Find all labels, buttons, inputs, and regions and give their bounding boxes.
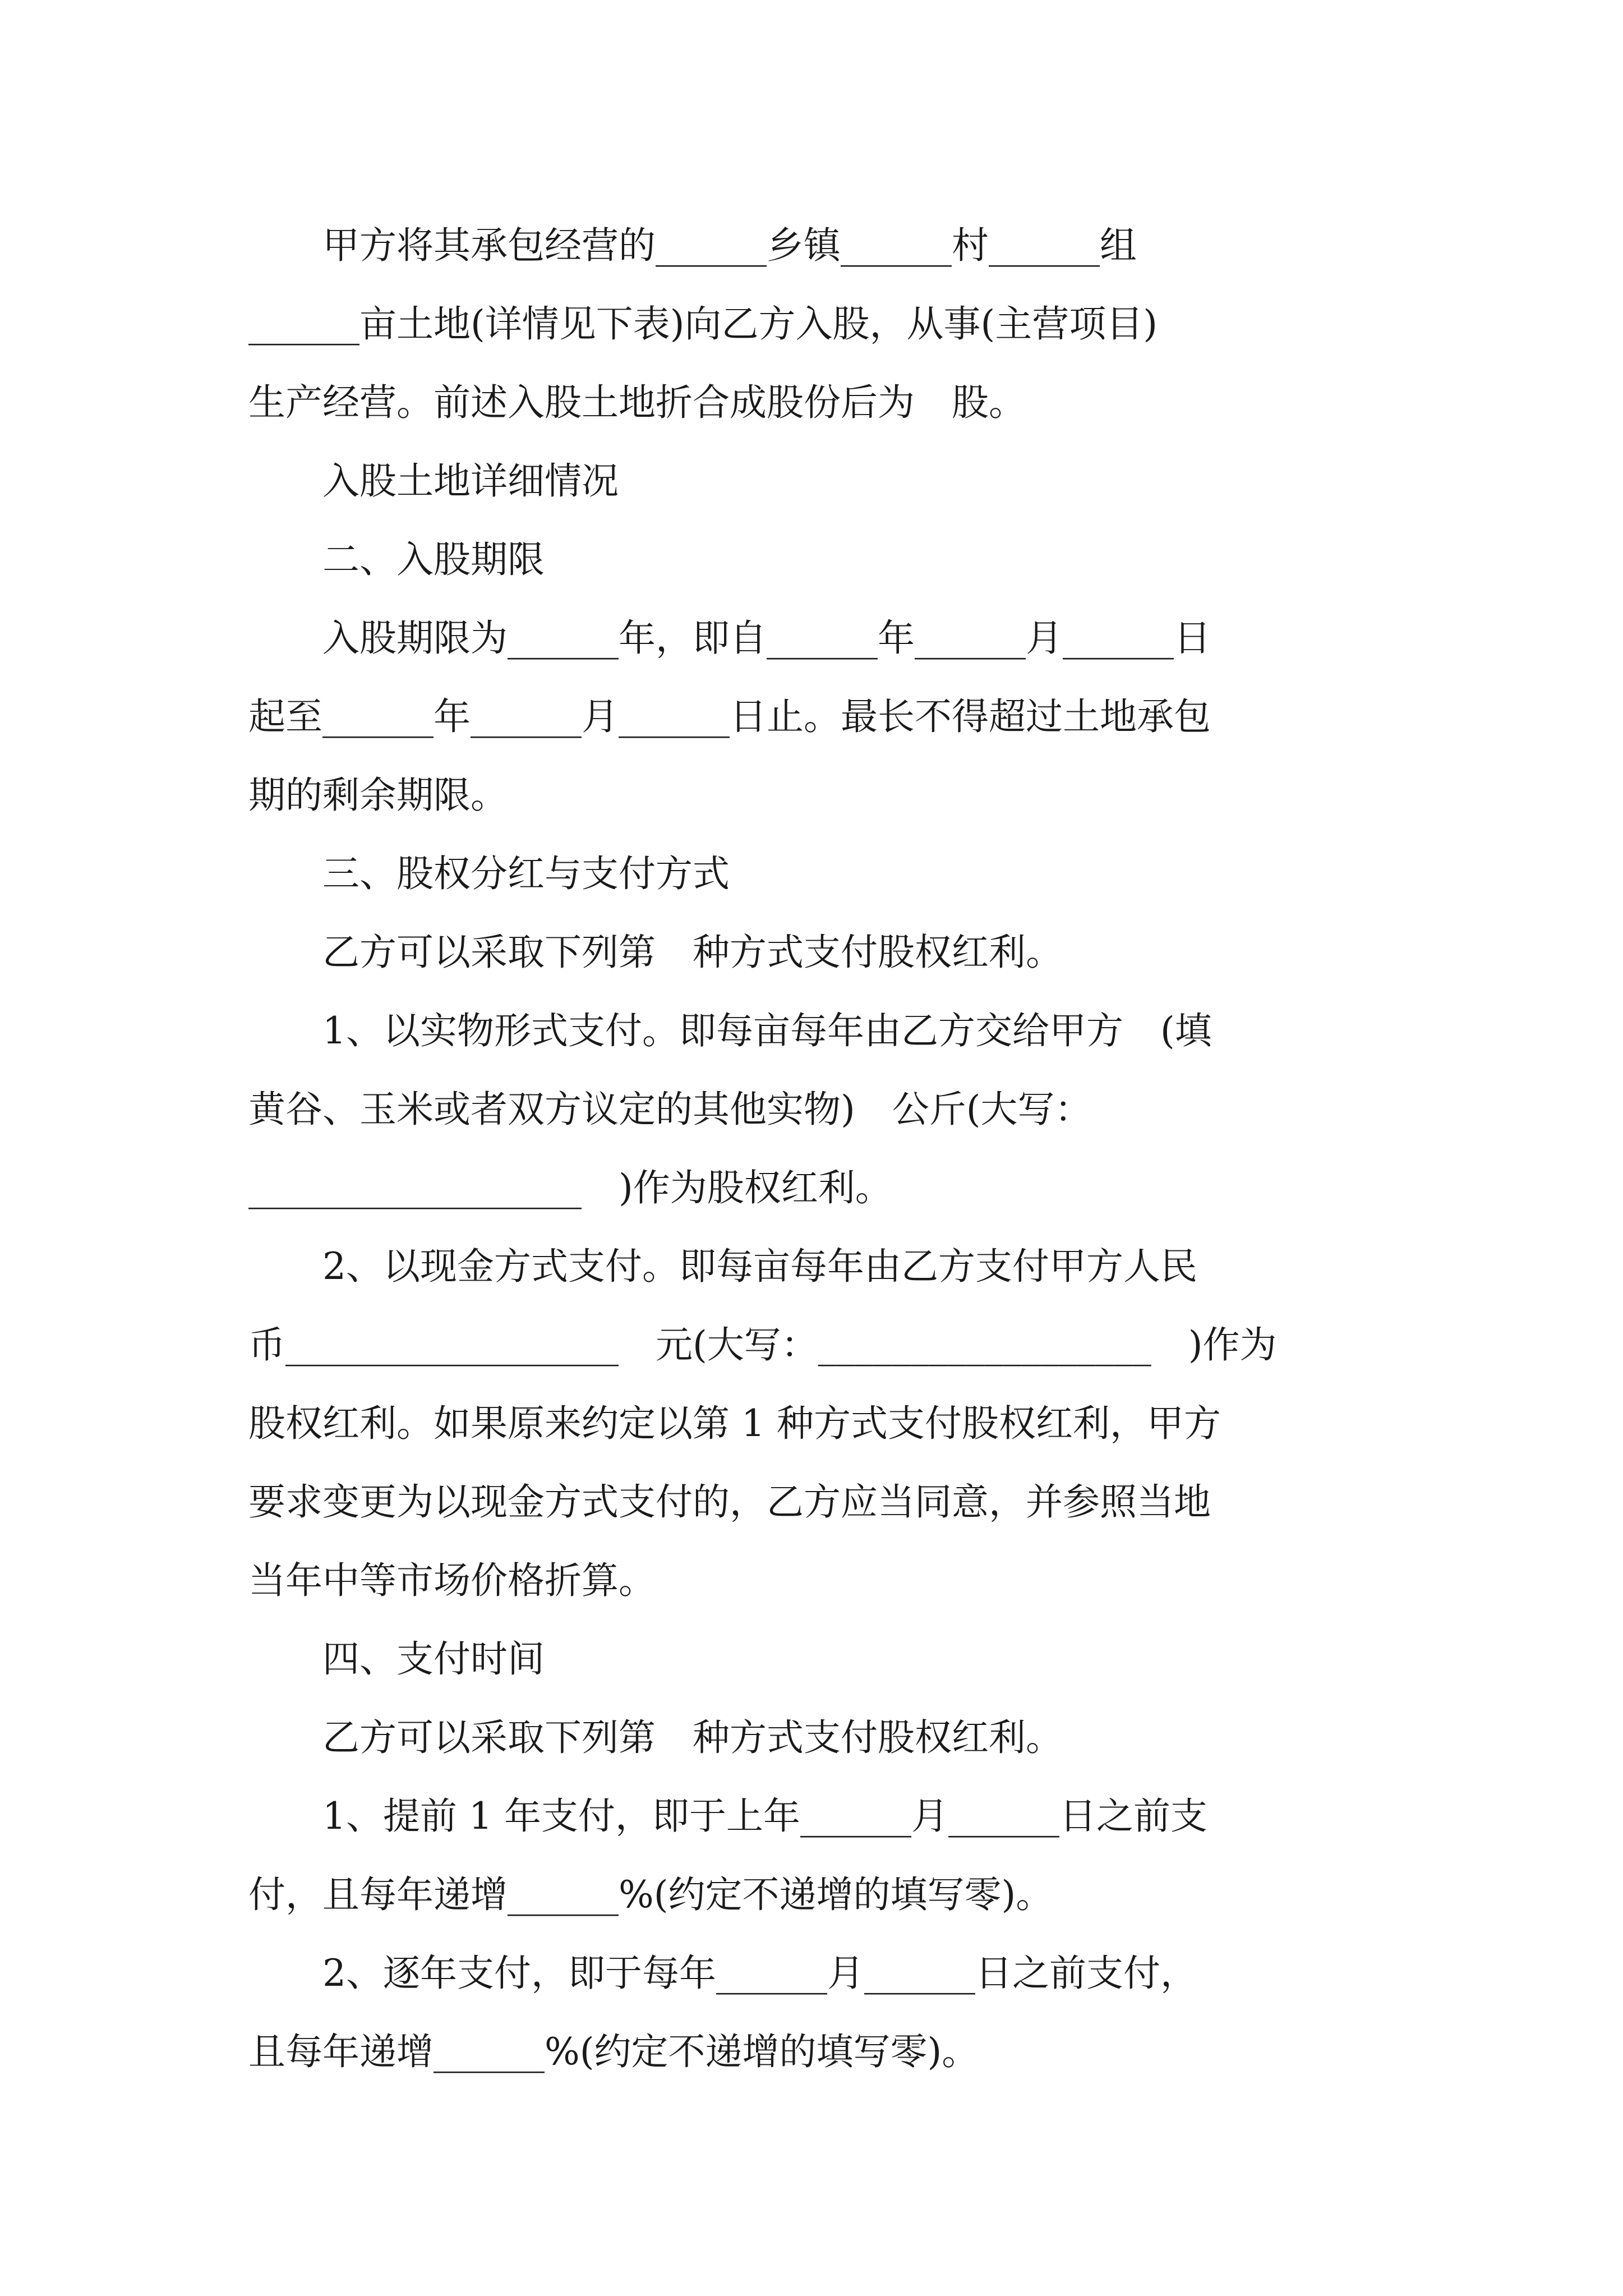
paragraph-line: 当年中等市场价格折算。 xyxy=(248,1559,656,1602)
paragraph-line: 生产经营。前述入股土地折合成股份后为 股。 xyxy=(248,381,1026,424)
paragraph-line: 1、以实物形式支付。即每亩每年由乙方交给甲方 (填 xyxy=(248,1009,1212,1052)
paragraph-line: ______亩土地(详情见下表)向乙方入股，从事(主营项目) xyxy=(248,302,1158,346)
section-note: 入股土地详细情况 xyxy=(248,459,619,503)
paragraph-line: 要求变更为以现金方式支付的，乙方应当同意，并参照当地 xyxy=(248,1480,1211,1524)
paragraph-line: 黄谷、玉米或者双方议定的其他实物) 公斤(大写： xyxy=(248,1088,1092,1131)
paragraph-line: __________________ )作为股权红利。 xyxy=(248,1166,892,1209)
paragraph-line: 乙方可以采取下列第 种方式支付股权红利。 xyxy=(248,931,1063,974)
paragraph-line: 期的剩余期限。 xyxy=(248,774,508,817)
paragraph-line: 入股期限为______年，即自______年______月______日 xyxy=(248,616,1211,660)
paragraph-line: 付，且每年递增______%(约定不递增的填写零)。 xyxy=(248,1873,1053,1916)
section-heading: 二、入股期限 xyxy=(248,538,545,581)
section-heading: 四、支付时间 xyxy=(248,1637,545,1681)
paragraph-line: 起至______年______月______日止。最长不得超过土地承包 xyxy=(248,695,1211,738)
paragraph-line: 股权红利。如果原来约定以第 1 种方式支付股权红利，甲方 xyxy=(248,1402,1221,1445)
paragraph-line: 1、提前 1 年支付，即于上年______月______日之前支 xyxy=(248,1795,1207,1838)
paragraph-line: 且每年递增______%(约定不递增的填写零)。 xyxy=(248,2030,979,2073)
paragraph-line: 甲方将其承包经营的______乡镇______村______组 xyxy=(248,224,1137,267)
section-heading: 三、股权分红与支付方式 xyxy=(248,852,730,895)
paragraph-line: 2、以现金方式支付。即每亩每年由乙方支付甲方人民 xyxy=(248,1245,1197,1288)
paragraph-line: 币__________________ 元(大写：__________________ )作为 xyxy=(248,1323,1277,1366)
paragraph-line: 乙方可以采取下列第 种方式支付股权红利。 xyxy=(248,1716,1063,1759)
paragraph-line: 2、逐年支付，即于每年______月______日之前支付， xyxy=(248,1952,1197,1995)
